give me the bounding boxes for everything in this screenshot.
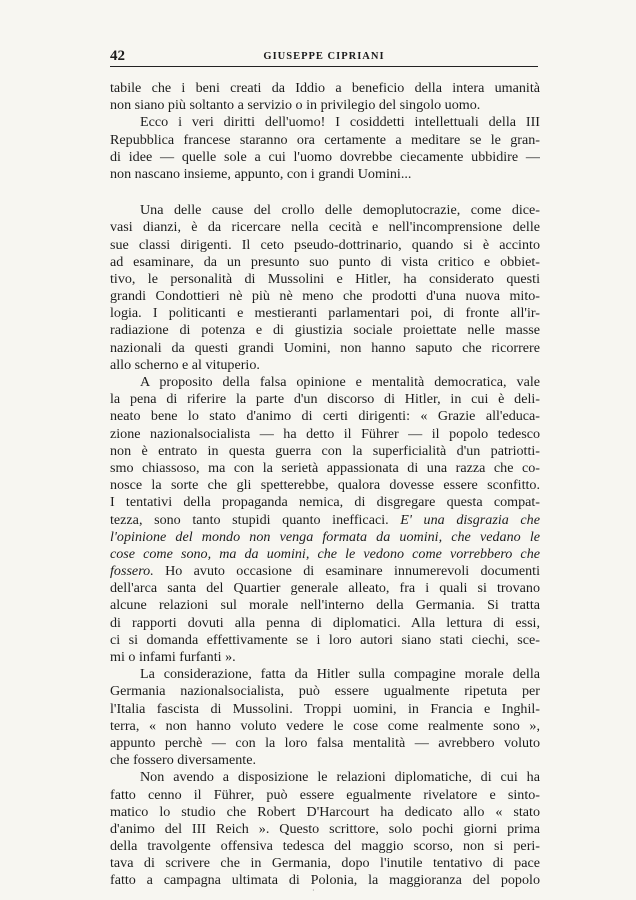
line-text: I tentativi della propaganda nemica, di disgregare questa compat- (110, 494, 540, 511)
text-line (110, 769, 540, 786)
text-line (110, 597, 540, 614)
text-line (110, 408, 540, 425)
text-line (110, 97, 540, 114)
text-line (110, 632, 540, 649)
italic-text: fossero. (110, 563, 154, 580)
line-text: dell'arca santa del Quartier generale alleato, fra i quali si trovano (110, 580, 540, 597)
text-line (110, 701, 540, 718)
text-line (110, 666, 540, 683)
page-number: 42 (110, 48, 125, 64)
line-text: La considerazione, fatta da Hitler sulla compagine morale della (140, 666, 540, 683)
line-text: nosce la sorte che gli spetterebbe, qualora dovesse essere sconfitto. (110, 477, 540, 494)
text-line (110, 305, 540, 322)
line-text: zione nazionalsocialista — ha detto il Führer — il popolo tedesco (110, 425, 540, 442)
line-text: Non avendo a disposizione le relazioni diplomatiche, di cui ha (140, 769, 540, 786)
body-text (110, 80, 540, 890)
line-text: A proposito della falsa opinione e mentalità democratica, vale (140, 374, 540, 390)
line-text: Repubblica francese staranno ora certamente a meditare se le gran- (110, 131, 540, 148)
text-line (110, 374, 540, 391)
text-line (110, 202, 540, 219)
line-text: matico lo studio che Robert D'Harcourt ha dedicato allo « stato (110, 803, 540, 820)
text-line (110, 512, 540, 529)
line-text: non nascano insieme, appunto, con i grandi Uomini... (110, 165, 412, 182)
text-line (110, 357, 540, 374)
text-line (110, 271, 540, 288)
line-text: ad esaminare, da un presunto suo punto di vista critico e obbiet- (110, 253, 540, 270)
line-text: tabile che i beni creati da Iddio a beneficio della intera umanità (110, 80, 540, 96)
line-text: tezza, sono tanto stupidi quanto inefficaci. (110, 511, 401, 528)
text-line (110, 460, 540, 477)
line-text: smo chiassoso, ma con la serietà appassionata di una razza che co- (110, 459, 540, 476)
text-line (110, 615, 540, 632)
line-text: Germania nazionalsocialista, può essere ugualmente ripetuta per (110, 683, 540, 700)
line-text: allo scherno e al vituperio. (110, 356, 260, 373)
text-line (110, 149, 540, 166)
text-line (110, 529, 540, 546)
text-line (110, 322, 540, 339)
line-text: tava di scrivere che in Germania, dopo l'inutile tentativo di pace (110, 855, 540, 872)
text-line (110, 752, 540, 769)
text-line (110, 114, 540, 131)
text-line (110, 735, 540, 752)
line-text: di idee — quelle sole a cui l'uomo dovrebbe ciecamente ubbidire — (110, 148, 540, 165)
text-line (110, 804, 540, 821)
line-text: radiazione di potenza e di giustizia sociale proiettate nelle masse (110, 322, 540, 339)
text-line (110, 649, 540, 666)
text-line (110, 683, 540, 700)
text-line (110, 838, 540, 855)
text-line (110, 718, 540, 735)
italic-text: E' una disgrazia che (400, 511, 540, 528)
line-text: Una delle cause del crollo delle demoplutocrazie, come dice- (140, 202, 540, 219)
paragraph (110, 202, 540, 374)
text-line (110, 872, 540, 889)
paragraph (110, 114, 540, 183)
text-line (110, 80, 540, 97)
text-line (110, 580, 540, 597)
line-text: appunto perchè — con la loro falsa mentalità — avrebbero voluto (110, 734, 540, 751)
line-text: nazionali da questi grandi Uomini, non hanno saputo che ricorrere (110, 339, 540, 356)
text-line (110, 426, 540, 443)
line-text: fatto cenno il Führer, può essere egualmente rivelatore e sinto- (110, 786, 540, 803)
running-title: GIUSEPPE CIPRIANI (263, 51, 385, 62)
line-text: fatto a campagna ultimata di Polonia, la maggioranza del popolo (110, 872, 540, 889)
line-text: Ecco i veri diritti dell'uomo! I cosiddetti intellettuali della III (140, 114, 540, 131)
text-line (110, 494, 540, 511)
line-text: non siano più soltanto a servizio o in privilegio del singolo uomo. (110, 97, 481, 114)
text-line (110, 391, 540, 408)
line-text: tivo, le personalità di Mussolini e Hitler, ha considerato questi (110, 270, 540, 287)
text-line (110, 477, 540, 494)
footer-mark: · (312, 886, 315, 895)
paragraph-gap (110, 183, 540, 202)
text-line (110, 546, 540, 563)
line-text: ci si domanda effettivamente se i loro autori siano stati ciechi, sce- (110, 631, 540, 648)
paragraph (110, 769, 540, 889)
line-text: che fossero diversamente. (110, 752, 256, 769)
text-line (110, 166, 540, 183)
line-text: sue classi dirigenti. Il ceto pseudo-dottrinario, quando si è accinto (110, 236, 540, 253)
line-text: la pena di riferire la parte d'un discorso di Hitler, in cui è deli- (110, 391, 540, 408)
text-line (110, 443, 540, 460)
text-line (110, 821, 540, 838)
text-line (110, 132, 540, 149)
line-text: logia. I politicanti e mestieranti parlamentari poi, di fronte all'ir- (110, 305, 540, 322)
text-line (110, 340, 540, 357)
line-text: neato bene lo stato d'animo di certi dirigenti: « Grazie all'educa- (110, 408, 540, 425)
paragraph (110, 666, 540, 769)
line-text: mi o infami furfanti ». (110, 649, 236, 665)
text-line (110, 288, 540, 305)
line-text: di rapporti dovuti alla penna di diplomatici. Alla lettura di essi, (110, 614, 540, 631)
text-line (110, 787, 540, 804)
line-text: non è entrato in questa guerra con la superficialità d'un patriotti- (110, 442, 540, 459)
text-line (110, 237, 540, 254)
line-text: alcune relazioni sul morale nell'interno della Germania. Si tratta (110, 597, 540, 614)
text-line (110, 219, 540, 236)
line-text: della travolgente offensiva tedesca del maggio scorso, non si peri- (110, 838, 540, 855)
text-line (110, 254, 540, 271)
text-line (110, 563, 540, 580)
text-line (110, 855, 540, 872)
running-header (110, 44, 538, 67)
line-text: vasi dianzi, è da ricercare nella cecità e nell'incomprensione delle (110, 219, 540, 236)
line-text: grandi Condottieri nè più nè meno che prodotti d'una nuova mito- (110, 288, 540, 305)
italic-text: l'opinione del mondo non venga formata da uomini, che vedano le (110, 528, 540, 545)
italic-text: cose come sono, ma da uomini, che le vedono come vorrebbero che (110, 545, 540, 562)
line-text: l'Italia fascista di Mussolini. Troppi uomini, in Francia e Inghil- (110, 700, 540, 717)
paragraph (110, 374, 540, 666)
line-text: d'animo del III Reich ». Questo scrittore, solo pochi giorni prima (110, 820, 540, 837)
line-text: terra, « non hanno voluto vedere le cose come realmente sono », (110, 717, 540, 734)
line-text: Ho avuto occasione di esaminare innumerevoli documenti (153, 563, 540, 580)
paragraph (110, 80, 540, 114)
